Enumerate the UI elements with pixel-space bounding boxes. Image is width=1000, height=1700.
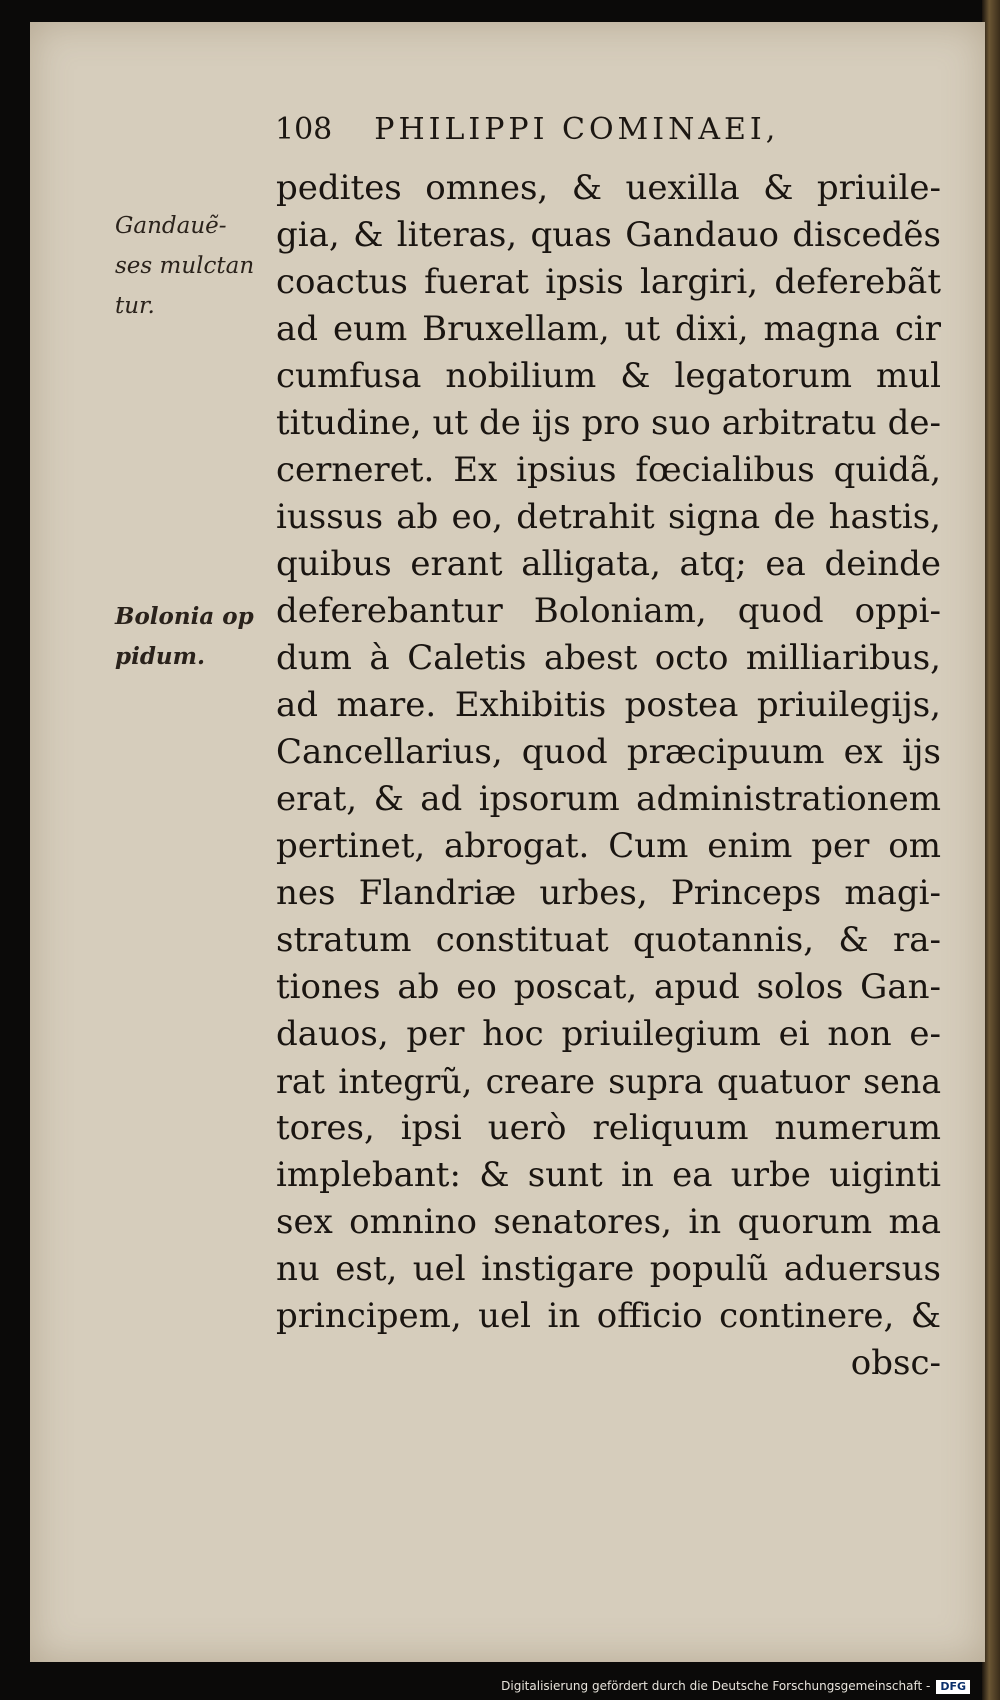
catchword: obsc- [850,1343,941,1383]
text-line: cerneret. Ex ipsius fœcialibus quidã, [276,450,941,490]
marginal-note-gandauenses [115,206,275,326]
text-line: dum à Caletis abest octo milliaribus, [276,638,941,678]
text-line: erat, & ad ipsorum administrationem [276,779,941,819]
text-line: cumfusa nobilium & legatorum mul [276,356,941,396]
text-line: nu est, uel instigare populũ aduersus [276,1249,941,1289]
text-line: rat integrũ, creare supra quatuor sena [276,1062,941,1101]
marginal-note-line: ses mulctan [115,253,255,279]
text-line: dauos, per hoc priuilegium ei non e- [276,1014,941,1054]
dfg-logo: DFG [936,1680,970,1694]
text-line: gia, & literas, quas Gandauo discedẽs [276,215,941,255]
text-line: iussus ab eo, detrahit signa de hastis, [276,497,941,537]
marginal-note-line: Gandauẽ- [115,213,227,239]
text-line: titudine, ut de ijs pro suo arbitratu de- [276,403,941,443]
text-line: pertinet, abrogat. Cum enim per om [276,826,941,866]
text-line: Cancellarius, quod præcipuum ex ijs [276,732,941,772]
text-line: tiones ab eo poscat, apud solos Gan- [276,967,941,1007]
body-text [276,165,941,1387]
running-head [275,112,779,147]
marginal-note-line: Bolonia op [115,603,254,630]
text-line: implebant: & sunt in ea urbe uiginti [276,1155,941,1195]
running-title: PHILIPPI COMINAEI, [374,112,780,147]
text-line: ad eum Bruxellam, ut dixi, magna cir [276,309,941,349]
credit-text: Digitalisierung gefördert durch die Deutsche Forschungsgemeinschaft - [501,1679,931,1693]
footer-credit [501,1679,970,1694]
marginal-note-line: pidum. [115,643,205,670]
text-line: tores, ipsi uerò reliquum numerum [276,1108,941,1148]
text-line: principem, uel in officio continere, & [276,1296,941,1336]
text-line: ad mare. Exhibitis postea priuilegijs, [276,685,941,725]
text-line: quibus erant alligata, atq; ea deinde [276,544,941,584]
text-line: stratum constituat quotannis, & ra- [276,920,941,960]
page-number: 108 [275,112,333,147]
text-line: sex omnino senatores, in quorum ma [276,1202,941,1242]
marginal-note-bolonia [115,597,275,677]
text-line: deferebantur Boloniam, quod oppi- [276,591,941,631]
marginal-note-line: tur. [115,293,155,319]
text-line: nes Flandriæ urbes, Princeps magi- [276,873,941,913]
text-line: coactus fuerat ipsis largiri, deferebãt [276,262,941,302]
text-line: pedites omnes, & uexilla & priuile- [276,168,941,208]
